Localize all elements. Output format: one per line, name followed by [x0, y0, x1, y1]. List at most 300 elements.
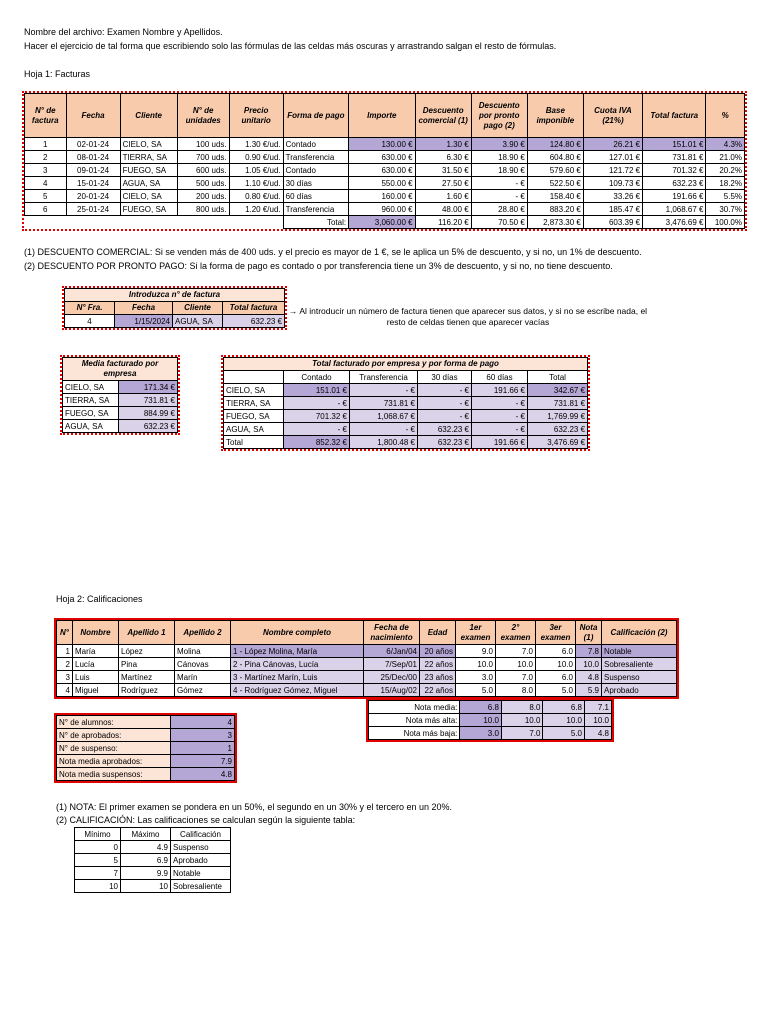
- total-empresa-cell: CIELO, SA: [224, 384, 284, 397]
- calificaciones-cell: 7/Sep/01: [364, 658, 420, 671]
- summary-label: N° de aprobados:: [57, 729, 171, 742]
- facturas-header-cell: Importe: [349, 94, 415, 138]
- facturas-cell: Contado: [283, 164, 348, 177]
- total-empresa-cell: - €: [284, 423, 350, 436]
- facturas-cell: 0.80 €/ud.: [229, 190, 283, 203]
- note-calificacion: (2) CALIFICACIÓN: Las calificaciones se calculan según la siguiente tabla:: [56, 815, 356, 825]
- facturas-cell: 124.80 €: [527, 138, 583, 151]
- stats-cell: 10.0: [501, 714, 543, 727]
- facturas-cell: 200 uds.: [177, 190, 229, 203]
- facturas-cell: 09-01-24: [66, 164, 120, 177]
- calificaciones-header-cell: Apellido 2: [175, 621, 231, 645]
- note-nota: (1) NOTA: El primer examen se pondera en un 50%, el segundo en un 30% y el tercero en un 20%.: [56, 802, 453, 812]
- total-empresa-cell: - €: [418, 397, 472, 410]
- facturas-header-cell: Base imponible: [527, 94, 583, 138]
- facturas-cell: 33.26 €: [583, 190, 642, 203]
- calificaciones-cell: 22 años: [420, 658, 456, 671]
- calificaciones-cell: 7.8: [576, 645, 602, 658]
- calificaciones-cell: 4: [57, 684, 73, 697]
- facturas-cell: 4.3%: [706, 138, 745, 151]
- media-company: TIERRA, SA: [63, 394, 119, 407]
- facturas-header-cell: Descuento comercial (1): [415, 94, 471, 138]
- stats-row: [369, 701, 612, 714]
- facturas-cell: Contado: [283, 138, 348, 151]
- calificaciones-cell: 1: [57, 645, 73, 658]
- calificaciones-cell: Molina: [175, 645, 231, 658]
- grades-row: [75, 841, 231, 854]
- calificaciones-cell: 7.0: [496, 645, 536, 658]
- total-empresa-cell: - €: [472, 423, 528, 436]
- facturas-cell: 3: [25, 164, 67, 177]
- facturas-cell: 100 uds.: [177, 138, 229, 151]
- grades-cell: 10: [75, 880, 121, 893]
- facturas-row: [25, 190, 745, 203]
- lookup-value-cell: 1/15/2024: [115, 315, 173, 328]
- facturas-cell: 3.90 €: [471, 138, 527, 151]
- total-empresa-cell: 731.81 €: [528, 397, 588, 410]
- summary-label: N° de alumnos:: [57, 716, 171, 729]
- facturas-total-label: Total:: [283, 216, 348, 229]
- summary-row: [57, 742, 235, 755]
- facturas-cell: 185.47 €: [583, 203, 642, 216]
- stats-cell: 5.0: [543, 727, 585, 740]
- total-empresa-cell: 151.01 €: [284, 384, 350, 397]
- lookup-table: [64, 288, 285, 328]
- grades-cell: 7: [75, 867, 121, 880]
- facturas-header-cell: N° de factura: [25, 94, 67, 138]
- calificaciones-header-cell: Nombre completo: [231, 621, 364, 645]
- facturas-cell: 26.21 €: [583, 138, 642, 151]
- grades-header-cell: Máximo: [121, 828, 171, 841]
- facturas-cell: 0.90 €/ud.: [229, 151, 283, 164]
- calificaciones-cell: Sobresaliente: [602, 658, 677, 671]
- facturas-cell: 48.00 €: [415, 203, 471, 216]
- total-empresa-table: [223, 357, 588, 449]
- calificaciones-header-cell: 1er examen: [456, 621, 496, 645]
- calificaciones-cell: 7.0: [496, 671, 536, 684]
- facturas-cell: FUEGO, SA: [120, 164, 177, 177]
- media-company: FUEGO, SA: [63, 407, 119, 420]
- stats-cell: 10.0: [584, 714, 611, 727]
- lookup-header-cell: Cliente: [173, 302, 223, 315]
- facturas-cell: 6: [25, 203, 67, 216]
- grades-header-cell: Calificación: [171, 828, 231, 841]
- calificaciones-cell: 6.0: [536, 671, 576, 684]
- summary-label: Nota media suspensos:: [57, 768, 171, 781]
- lookup-value-cell: 4: [65, 315, 115, 328]
- facturas-cell: 27.50 €: [415, 177, 471, 190]
- facturas-cell: 28.80 €: [471, 203, 527, 216]
- media-value: 731.81 €: [119, 394, 178, 407]
- summary-row: [57, 729, 235, 742]
- calificaciones-cell: Suspenso: [602, 671, 677, 684]
- calificaciones-cell: Lucía: [73, 658, 119, 671]
- stats-cell: 3.0: [460, 727, 502, 740]
- calificaciones-header-cell: Nombre: [73, 621, 119, 645]
- total-empresa-cell: - €: [418, 384, 472, 397]
- calificaciones-cell: 5.9: [576, 684, 602, 697]
- facturas-cell: 883.20 €: [527, 203, 583, 216]
- facturas-header-cell: Total factura: [643, 94, 706, 138]
- grades-row: [75, 854, 231, 867]
- facturas-cell: 109.73 €: [583, 177, 642, 190]
- facturas-cell: CIELO, SA: [120, 138, 177, 151]
- total-empresa-cell: - €: [284, 397, 350, 410]
- summary-value: 1: [171, 742, 235, 755]
- calificaciones-cell: 15/Aug/02: [364, 684, 420, 697]
- facturas-cell: 18.90 €: [471, 164, 527, 177]
- facturas-cell: 6.30 €: [415, 151, 471, 164]
- stats-cell: 6.8: [460, 701, 502, 714]
- exercise-instruction: Hacer el ejercicio de tal forma que escribiendo solo las fórmulas de las celdas más oscuras y arrastrando salgan el resto de fórmulas.: [24, 41, 557, 51]
- calificaciones-cell: María: [73, 645, 119, 658]
- media-value: 884.99 €: [119, 407, 178, 420]
- facturas-cell: 1,068.67 €: [643, 203, 706, 216]
- stats-cell: Nota media:: [369, 701, 460, 714]
- calificaciones-cell: 3: [57, 671, 73, 684]
- total-empresa-cell: 191.66 €: [472, 436, 528, 449]
- facturas-total-cell: 603.39 €: [583, 216, 642, 229]
- facturas-cell: 31.50 €: [415, 164, 471, 177]
- calificaciones-cell: Rodríguez: [119, 684, 175, 697]
- stats-row: [369, 727, 612, 740]
- calificaciones-header-cell: Apellido 1: [119, 621, 175, 645]
- sheet2-title: Hoja 2: Calificaciones: [56, 594, 143, 604]
- summary-row: [57, 716, 235, 729]
- stats-cell: 7.0: [501, 727, 543, 740]
- facturas-cell: 30 días: [283, 177, 348, 190]
- media-company: AGUA, SA: [63, 420, 119, 433]
- stats-cell: Nota más baja:: [369, 727, 460, 740]
- summary-value: 4.8: [171, 768, 235, 781]
- total-empresa-header-cell: 30 días: [418, 371, 472, 384]
- calificaciones-header-cell: Edad: [420, 621, 456, 645]
- facturas-header-cell: Cliente: [120, 94, 177, 138]
- media-title: Media facturado por empresa: [63, 358, 178, 381]
- facturas-cell: 127.01 €: [583, 151, 642, 164]
- calificaciones-cell: 2 - Pina Cánovas, Lucía: [231, 658, 364, 671]
- grades-cell: Notable: [171, 867, 231, 880]
- calificaciones-cell: 4.8: [576, 671, 602, 684]
- total-empresa-header-cell: Transferencia: [350, 371, 418, 384]
- calificaciones-cell: 10.0: [496, 658, 536, 671]
- total-empresa-cell: - €: [350, 423, 418, 436]
- facturas-cell: 4: [25, 177, 67, 190]
- calificaciones-cell: 25/Dec/00: [364, 671, 420, 684]
- facturas-cell: 1.20 €/ud.: [229, 203, 283, 216]
- total-empresa-cell: 342.67 €: [528, 384, 588, 397]
- lookup-value-cell: AGUA, SA: [173, 315, 223, 328]
- facturas-total-cell: 100.0%: [706, 216, 745, 229]
- facturas-cell: 20.2%: [706, 164, 745, 177]
- total-empresa-row: [224, 410, 588, 423]
- sheet1-title: Hoja 1: Facturas: [24, 69, 91, 79]
- total-empresa-cell: FUEGO, SA: [224, 410, 284, 423]
- total-empresa-cell: TIERRA, SA: [224, 397, 284, 410]
- facturas-cell: CIELO, SA: [120, 190, 177, 203]
- facturas-cell: 18.2%: [706, 177, 745, 190]
- total-empresa-cell: 852.32 €: [284, 436, 350, 449]
- total-empresa-row: [224, 436, 588, 449]
- summary-value: 7.9: [171, 755, 235, 768]
- facturas-cell: 600 uds.: [177, 164, 229, 177]
- grades-cell: 0: [75, 841, 121, 854]
- grades-table: [74, 827, 231, 893]
- facturas-cell: Transferencia: [283, 151, 348, 164]
- calificaciones-cell: 10.0: [456, 658, 496, 671]
- total-empresa-cell: 731.81 €: [350, 397, 418, 410]
- facturas-header-cell: Descuento por pronto pago (2): [471, 94, 527, 138]
- facturas-cell: AGUA, SA: [120, 177, 177, 190]
- summary-row: [57, 768, 235, 781]
- facturas-cell: 960.00 €: [349, 203, 415, 216]
- total-empresa-cell: - €: [472, 410, 528, 423]
- calificaciones-cell: Marín: [175, 671, 231, 684]
- calificaciones-header-cell: Nota (1): [576, 621, 602, 645]
- facturas-cell: 160.00 €: [349, 190, 415, 203]
- facturas-cell: FUEGO, SA: [120, 203, 177, 216]
- media-table: [62, 357, 178, 433]
- calificaciones-cell: Aprobado: [602, 684, 677, 697]
- calificaciones-cell: 10.0: [536, 658, 576, 671]
- calificaciones-row: [57, 658, 677, 671]
- facturas-cell: 5.5%: [706, 190, 745, 203]
- calificaciones-cell: López: [119, 645, 175, 658]
- calificaciones-table: [56, 620, 677, 697]
- facturas-cell: 700 uds.: [177, 151, 229, 164]
- stats-cell: 7.1: [584, 701, 611, 714]
- lookup-header-cell: Total factura: [223, 302, 285, 315]
- calificaciones-cell: 5.0: [536, 684, 576, 697]
- facturas-header-cell: %: [706, 94, 745, 138]
- calificaciones-cell: 9.0: [456, 645, 496, 658]
- facturas-cell: 550.00 €: [349, 177, 415, 190]
- facturas-cell: 130.00 €: [349, 138, 415, 151]
- facturas-total-cell: 2,873.30 €: [527, 216, 583, 229]
- total-empresa-cell: Total: [224, 436, 284, 449]
- lookup-title: Introduzca n° de factura: [65, 289, 285, 302]
- calificaciones-cell: 6.0: [536, 645, 576, 658]
- calificaciones-cell: Luis: [73, 671, 119, 684]
- grades-row: [75, 880, 231, 893]
- facturas-cell: 121.72 €: [583, 164, 642, 177]
- summary-row: [57, 755, 235, 768]
- facturas-cell: 60 días: [283, 190, 348, 203]
- calificaciones-cell: 22 años: [420, 684, 456, 697]
- calificaciones-cell: 4 - Rodríguez Gómez, Miguel: [231, 684, 364, 697]
- facturas-cell: 1.60 €: [415, 190, 471, 203]
- media-company: CIELO, SA: [63, 381, 119, 394]
- total-empresa-cell: 1,068.67 €: [350, 410, 418, 423]
- stats-cell: 4.8: [584, 727, 611, 740]
- grades-cell: Suspenso: [171, 841, 231, 854]
- calificaciones-cell: 10.0: [576, 658, 602, 671]
- lookup-value-cell: 632.23 €: [223, 315, 285, 328]
- calificaciones-row: [57, 684, 677, 697]
- facturas-cell: - €: [471, 177, 527, 190]
- facturas-cell: 02-01-24: [66, 138, 120, 151]
- facturas-cell: 579.60 €: [527, 164, 583, 177]
- facturas-cell: 2: [25, 151, 67, 164]
- grades-cell: 5: [75, 854, 121, 867]
- facturas-cell: 30.7%: [706, 203, 745, 216]
- stats-cell: Nota más alta:: [369, 714, 460, 727]
- facturas-cell: 632.23 €: [643, 177, 706, 190]
- calificaciones-header-cell: 3er examen: [536, 621, 576, 645]
- stats-cell: 8.0: [501, 701, 543, 714]
- total-empresa-title: Total facturado por empresa y por forma de pago: [224, 358, 588, 371]
- calificaciones-cell: 2: [57, 658, 73, 671]
- facturas-cell: TIERRA, SA: [120, 151, 177, 164]
- grades-cell: 4.9: [121, 841, 171, 854]
- facturas-row: [25, 164, 745, 177]
- facturas-row: [25, 177, 745, 190]
- facturas-total-cell: 3,476.69 €: [643, 216, 706, 229]
- lookup-note: → Al introducir un número de factura tienen que aparecer sus datos, y si no se escribe nada, el resto de celdas tienen que aparecer vacías: [288, 306, 648, 327]
- stats-cell: 10.0: [543, 714, 585, 727]
- stats-cell: 6.8: [543, 701, 585, 714]
- media-row: [63, 381, 178, 394]
- grades-header-cell: Mínimo: [75, 828, 121, 841]
- facturas-cell: - €: [471, 190, 527, 203]
- media-row: [63, 394, 178, 407]
- facturas-total-cell: 116.20 €: [415, 216, 471, 229]
- total-empresa-cell: 701.32 €: [284, 410, 350, 423]
- grades-cell: Aprobado: [171, 854, 231, 867]
- facturas-cell: 151.01 €: [643, 138, 706, 151]
- facturas-cell: 1.30 €/ud.: [229, 138, 283, 151]
- facturas-header-cell: Fecha: [66, 94, 120, 138]
- facturas-cell: 800 uds.: [177, 203, 229, 216]
- facturas-cell: 5: [25, 190, 67, 203]
- facturas-cell: 1.30 €: [415, 138, 471, 151]
- calificaciones-cell: 1 - López Molina, María: [231, 645, 364, 658]
- facturas-cell: 630.00 €: [349, 151, 415, 164]
- calificaciones-cell: 3 - Martínez Marín, Luis: [231, 671, 364, 684]
- facturas-header-cell: Cuota IVA (21%): [583, 94, 642, 138]
- facturas-table: [24, 93, 745, 229]
- calificaciones-cell: Gómez: [175, 684, 231, 697]
- calificaciones-header-cell: Calificación (2): [602, 621, 677, 645]
- facturas-header-cell: N° de unidades: [177, 94, 229, 138]
- grades-cell: 10: [121, 880, 171, 893]
- total-empresa-cell: 632.23 €: [418, 436, 472, 449]
- calificaciones-header-cell: Fecha de nacimiento: [364, 621, 420, 645]
- file-name-instruction: Nombre del archivo: Examen Nombre y Apellidos.: [24, 27, 223, 37]
- calificaciones-cell: Notable: [602, 645, 677, 658]
- facturas-cell: 25-01-24: [66, 203, 120, 216]
- summary-value: 4: [171, 716, 235, 729]
- summary-label: N° de suspenso:: [57, 742, 171, 755]
- facturas-cell: 522.50 €: [527, 177, 583, 190]
- total-empresa-corner: [224, 371, 284, 384]
- grades-cell: Sobresaliente: [171, 880, 231, 893]
- facturas-cell: 630.00 €: [349, 164, 415, 177]
- total-empresa-header-cell: Contado: [284, 371, 350, 384]
- facturas-cell: 604.80 €: [527, 151, 583, 164]
- calificaciones-header-cell: N°: [57, 621, 73, 645]
- total-empresa-row: [224, 397, 588, 410]
- media-row: [63, 407, 178, 420]
- facturas-cell: 1.05 €/ud.: [229, 164, 283, 177]
- stats-cell: 10.0: [460, 714, 502, 727]
- stats-table: [368, 700, 612, 740]
- lookup-header-cell: N° Fra.: [65, 302, 115, 315]
- facturas-cell: 21.0%: [706, 151, 745, 164]
- total-empresa-cell: 632.23 €: [418, 423, 472, 436]
- calificaciones-cell: 3.0: [456, 671, 496, 684]
- summary-table: [56, 715, 235, 781]
- total-empresa-cell: - €: [418, 410, 472, 423]
- facturas-header-cell: Precio unitario: [229, 94, 283, 138]
- calificaciones-cell: 20 años: [420, 645, 456, 658]
- facturas-row: [25, 138, 745, 151]
- total-empresa-cell: 632.23 €: [528, 423, 588, 436]
- total-empresa-cell: 1,769.99 €: [528, 410, 588, 423]
- calificaciones-cell: Cánovas: [175, 658, 231, 671]
- stats-row: [369, 714, 612, 727]
- media-value: 632.23 €: [119, 420, 178, 433]
- calificaciones-cell: 8.0: [496, 684, 536, 697]
- summary-label: Nota media aprobados:: [57, 755, 171, 768]
- facturas-cell: Transferencia: [283, 203, 348, 216]
- calificaciones-header-cell: 2° examen: [496, 621, 536, 645]
- media-value: 171.34 €: [119, 381, 178, 394]
- calificaciones-cell: 6/Jan/04: [364, 645, 420, 658]
- total-empresa-cell: 3,476.69 €: [528, 436, 588, 449]
- facturas-cell: 15-01-24: [66, 177, 120, 190]
- facturas-total-row: [25, 216, 745, 229]
- facturas-cell: 191.66 €: [643, 190, 706, 203]
- total-empresa-header-cell: 60 días: [472, 371, 528, 384]
- note-pronto-pago: (2) DESCUENTO POR PRONTO PAGO: Si la forma de pago es contado o por transferencia tiene un 3% de descuento, y si no, no tiene descuento.: [24, 261, 613, 271]
- grades-cell: 6.9: [121, 854, 171, 867]
- facturas-cell: 1: [25, 138, 67, 151]
- facturas-header-cell: Forma de pago: [283, 94, 348, 138]
- facturas-cell: 18.90 €: [471, 151, 527, 164]
- facturas-cell: 701.32 €: [643, 164, 706, 177]
- facturas-row: [25, 203, 745, 216]
- summary-value: 3: [171, 729, 235, 742]
- calificaciones-cell: Martínez: [119, 671, 175, 684]
- total-empresa-cell: 191.66 €: [472, 384, 528, 397]
- calificaciones-cell: 5.0: [456, 684, 496, 697]
- facturas-cell: 158.40 €: [527, 190, 583, 203]
- calificaciones-cell: Miguel: [73, 684, 119, 697]
- total-empresa-cell: 1,800.48 €: [350, 436, 418, 449]
- lookup-header-cell: Fecha: [115, 302, 173, 315]
- media-row: [63, 420, 178, 433]
- grades-row: [75, 867, 231, 880]
- total-empresa-cell: AGUA, SA: [224, 423, 284, 436]
- facturas-cell: 20-01-24: [66, 190, 120, 203]
- total-empresa-cell: - €: [472, 397, 528, 410]
- facturas-cell: 08-01-24: [66, 151, 120, 164]
- total-empresa-row: [224, 384, 588, 397]
- grades-cell: 9.9: [121, 867, 171, 880]
- facturas-cell: 500 uds.: [177, 177, 229, 190]
- facturas-total-cell: 70.50 €: [471, 216, 527, 229]
- facturas-cell: 1.10 €/ud.: [229, 177, 283, 190]
- calificaciones-cell: Pina: [119, 658, 175, 671]
- note-descuento-comercial: (1) DESCUENTO COMERCIAL: Si se venden más de 400 uds. y el precio es mayor de 1 €, se le aplica un 5% de descuento, y si no, un 1% de descuento.: [24, 247, 642, 257]
- calificaciones-cell: 23 años: [420, 671, 456, 684]
- total-empresa-header-cell: Total: [528, 371, 588, 384]
- total-empresa-row: [224, 423, 588, 436]
- total-empresa-cell: - €: [350, 384, 418, 397]
- facturas-cell: 731.81 €: [643, 151, 706, 164]
- facturas-total-cell: 3,060.00 €: [349, 216, 415, 229]
